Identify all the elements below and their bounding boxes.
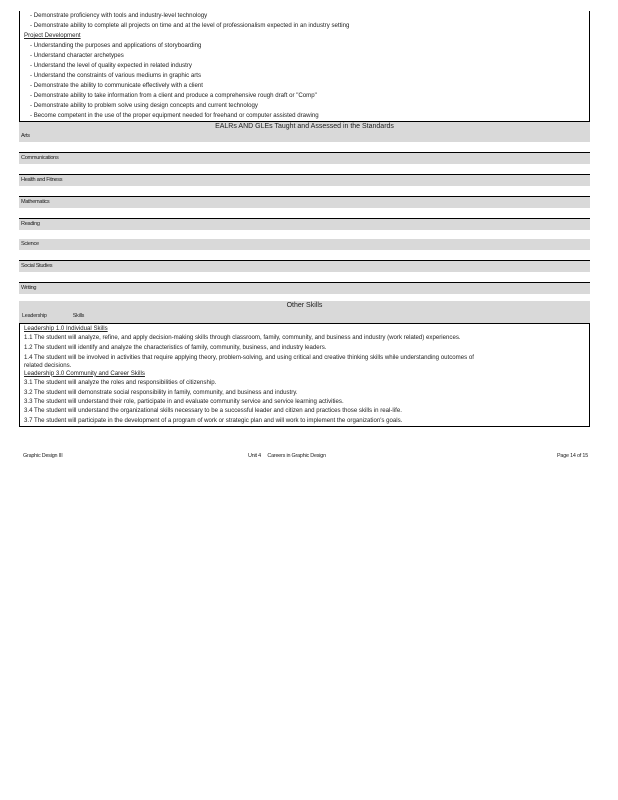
objective-line: - Understand character archetypes — [30, 52, 124, 59]
other-skills-title: Other Skills — [286, 302, 323, 309]
objective-line: - Demonstrate ability to take information from a client and produce a comprehensive rough draft or "Comp" — [30, 92, 317, 99]
subject-arts: Arts — [19, 131, 590, 142]
leadership-item: 3.1 The student will analyze the roles and responsibilities of citizenship. — [24, 379, 217, 387]
objective-line: - Become competent in the use of the proper equipment needed for freehand or computer assisted drawing — [30, 112, 319, 119]
subject-communications: Communications — [19, 153, 590, 164]
leadership-item: related decisions. — [24, 361, 72, 369]
subject-mathematics: Mathematics — [19, 197, 590, 208]
leadership-section — [19, 324, 590, 427]
leadership3-heading: Leadership 3.0 Community and Career Skills — [24, 369, 145, 377]
other-skills-columns — [22, 313, 110, 319]
subject-social-studies: Social Studies — [19, 261, 590, 272]
objective-line: - Demonstrate ability to complete all projects on time and at the level of professionalism expected in an industry setting — [30, 22, 350, 29]
subject-health-fitness: Health and Fitness — [19, 175, 590, 186]
ealrs-header: EALRs AND GLEs Taught and Assessed in the Standards — [19, 122, 590, 131]
objective-line: - Understand the constraints of various mediums in graphic arts — [30, 72, 202, 79]
leadership-item: 3.2 The student will demonstrate social responsibility in family, community, and business and industry. — [24, 388, 298, 396]
objective-line: - Demonstrate ability to problem solve using design concepts and current technology — [30, 102, 258, 109]
subject-reading: Reading — [19, 219, 590, 230]
subject-writing: Writing — [19, 283, 590, 294]
leadership-item: 1.4 The student will be involved in activities that require applying theory, problem-solving, and using critical and creative thinking skills while understanding outcomes of — [24, 354, 474, 362]
other-skills-header — [19, 301, 590, 323]
footer-unit: Unit 4 Careers in Graphic Design — [248, 453, 326, 459]
leadership-item: 3.3 The student will understand their role, participate in and evaluate community service and service learning activities. — [24, 397, 344, 405]
leadership-item: 3.4 The student will understand the organizational skills necessary to be a successful leader and citizen and practices those skills in real-life. — [24, 407, 402, 415]
footer-page-number: Page 14 of 15 — [557, 453, 588, 459]
footer-course: Graphic Design III — [23, 453, 63, 459]
leadership-item: 1.2 The student will identify and analyze the characteristics of family, community, business, and industry leaders. — [24, 343, 327, 351]
leadership-label: Leadership — [22, 313, 47, 319]
objective-line: - Understand the level of quality expected in related industry — [30, 62, 192, 69]
leadership-item: 3.7 The student will participate in the development of a program of work or strategic plan and will work to implement the organization's goals. — [24, 416, 403, 424]
document-table — [19, 11, 590, 427]
objectives-section — [19, 11, 590, 122]
leadership-item: 1.1 The student will analyze, refine, and apply decision-making skills through classroom, family, community, and business and industry (work related) experiences. — [24, 334, 461, 342]
project-development-heading: Project Development — [24, 32, 81, 39]
objective-line: - Demonstrate proficiency with tools and industry-level technology — [30, 12, 208, 19]
leadership1-heading: Leadership 1.0 Individual Skills — [24, 325, 108, 332]
subject-science: Science — [19, 239, 590, 250]
objective-line: - Understanding the purposes and applications of storyboarding — [30, 42, 202, 49]
objective-line: - Demonstrate the ability to communicate effectively with a client — [30, 82, 203, 89]
subjects-list — [19, 131, 590, 301]
skills-label: Skills — [72, 313, 85, 319]
